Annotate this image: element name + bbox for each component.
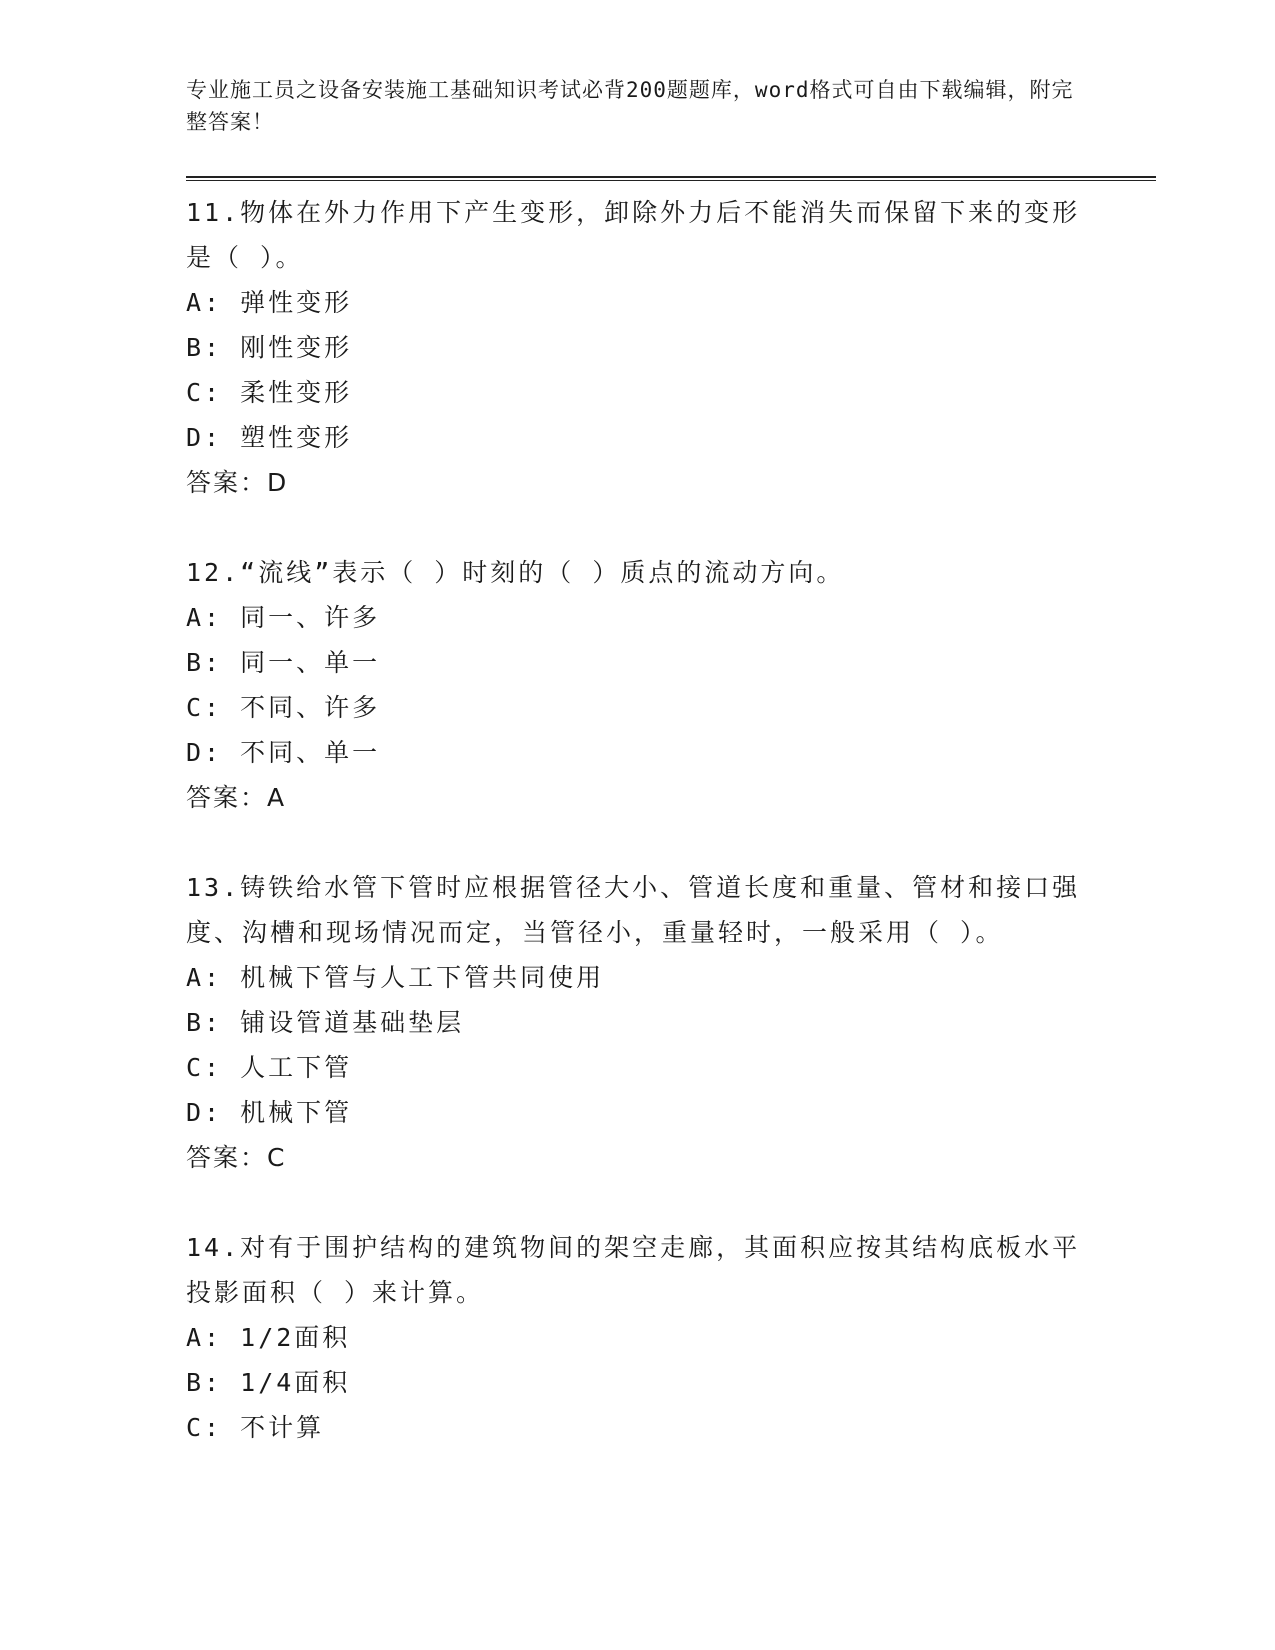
option-d: D: 机械下管 bbox=[186, 1098, 353, 1127]
question-12 bbox=[186, 550, 1086, 820]
answer-line: 答案：A bbox=[186, 783, 287, 812]
option-a: A: 1/2面积 bbox=[186, 1323, 351, 1352]
option-b: B: 铺设管道基础垫层 bbox=[186, 1008, 465, 1037]
option-a: A: 弹性变形 bbox=[186, 288, 353, 317]
question-stem: 11.物体在外力作用下产生变形，卸除外力后不能消失而保留下来的变形是（ ）。 bbox=[186, 198, 1081, 272]
option-c: C: 不同、许多 bbox=[186, 693, 381, 722]
option-d: D: 不同、单一 bbox=[186, 738, 381, 767]
option-a: A: 机械下管与人工下管共同使用 bbox=[186, 963, 605, 992]
option-c: C: 人工下管 bbox=[186, 1053, 353, 1082]
question-14 bbox=[186, 1225, 1086, 1450]
option-c: C: 柔性变形 bbox=[186, 378, 353, 407]
option-b: B: 同一、单一 bbox=[186, 648, 381, 677]
option-a: A: 同一、许多 bbox=[186, 603, 381, 632]
question-11 bbox=[186, 190, 1086, 505]
question-stem: 12.“流线”表示（ ）时刻的（ ）质点的流动方向。 bbox=[186, 558, 845, 587]
option-b: B: 1/4面积 bbox=[186, 1368, 351, 1397]
option-c: C: 不计算 bbox=[186, 1413, 325, 1442]
answer-line: 答案：D bbox=[186, 468, 289, 497]
question-stem: 14.对有于围护结构的建筑物间的架空走廊，其面积应按其结构底板水平投影面积（ ）来计算。 bbox=[186, 1233, 1081, 1307]
header-rule-thin bbox=[186, 180, 1156, 181]
document-header-title: 专业施工员之设备安装施工基础知识考试必背200题题库，word格式可自由下载编辑，附完整答案！ bbox=[186, 78, 1074, 134]
answer-line: 答案：C bbox=[186, 1143, 287, 1172]
option-d: D: 塑性变形 bbox=[186, 423, 353, 452]
option-b: B: 刚性变形 bbox=[186, 333, 353, 362]
question-13 bbox=[186, 865, 1086, 1180]
question-list bbox=[186, 190, 1086, 1450]
header-rule-thick bbox=[186, 176, 1156, 178]
question-stem: 13.铸铁给水管下管时应根据管径大小、管道长度和重量、管材和接口强度、沟槽和现场情况而定，当管径小，重量轻时，一般采用（ ）。 bbox=[186, 873, 1081, 947]
